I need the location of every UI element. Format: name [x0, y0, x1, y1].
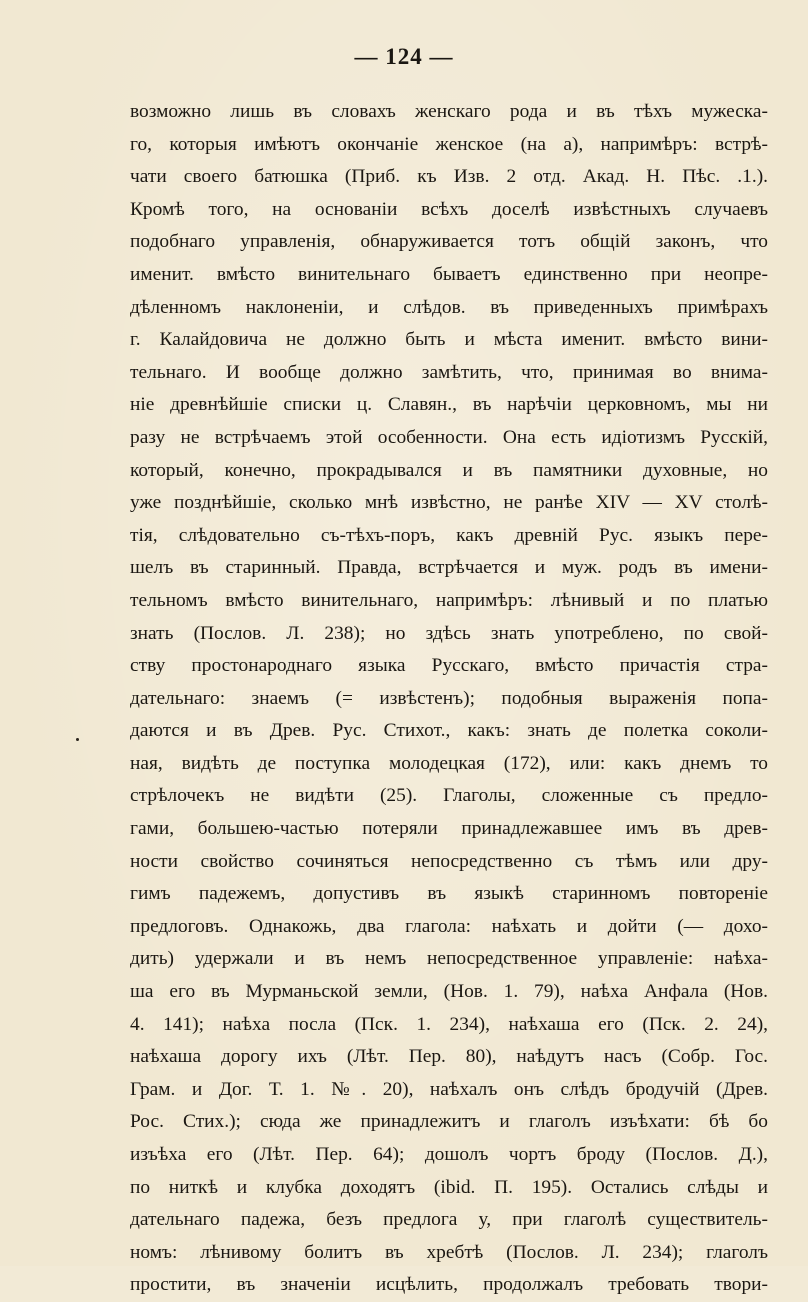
- text-line: дить) удержали и въ немъ непосредственное управленіе: наѣха-: [130, 948, 768, 970]
- text-line: тельномъ вмѣсто винительнаго, напримѣръ: лѣнивый и по платью: [130, 589, 768, 611]
- text-line: подобнаго управленія, обнаруживается тотъ общій законъ, что: [130, 231, 768, 253]
- text-line: предлоговъ. Однакожь, два глагола: наѣхать и дойти (— дохо-: [130, 915, 768, 937]
- text-line: чати своего батюшка (Приб. къ Изв. 2 отд. Акад. Н. Пѣс. .1.).: [130, 166, 768, 188]
- text-line: именит. вмѣсто винительнаго бываетъ единственно при неопре-: [130, 263, 768, 285]
- text-line: ная, видѣть де поступка молодецкая (172), или: какъ днемъ то: [130, 752, 768, 774]
- text-line: 4. 141); наѣха посла (Пск. 1. 234), наѣхаша его (Пск. 2. 24),: [130, 1013, 768, 1035]
- text-line: разу не встрѣчаемъ этой особенности. Она есть идіотизмъ Русскій,: [130, 426, 768, 448]
- page-body-text: [130, 96, 768, 1302]
- text-line: номъ: лѣнивому болитъ въ хребтѣ (Послов. Л. 234); глаголъ: [130, 1241, 768, 1263]
- text-line: простити, въ значеніи исцѣлить, продолжалъ требовать твори-: [130, 1274, 768, 1296]
- text-line: Грам. и Дог. Т. 1. №. 20), наѣхалъ онъ слѣдъ бродучій (Древ.: [130, 1078, 768, 1100]
- text-line: тельнаго. И вообще должно замѣтить, что, принимая во внима-: [130, 361, 768, 383]
- page-number-header: — 124 —: [354, 44, 454, 69]
- text-line: шелъ въ старинный. Правда, встрѣчается и муж. родъ въ имени-: [130, 557, 768, 579]
- text-line: ша его въ Мурманьской земли, (Нов. 1. 79), наѣха Анфала (Нов.: [130, 981, 768, 1003]
- text-line: ніе древнѣйшіе списки ц. Славян., въ нарѣчіи церковномъ, мы ни: [130, 394, 768, 416]
- text-line: который, конечно, прокрадывался и въ памятники духовные, но: [130, 459, 768, 481]
- text-line: по ниткѣ и клубка доходятъ (ibid. П. 195). Остались слѣды и: [130, 1176, 768, 1198]
- text-line: гами, большею-частью потеряли принадлежавшее имъ въ древ-: [130, 818, 768, 840]
- text-line: тія, слѣдовательно съ-тѣхъ-поръ, какъ древній Рус. языкъ пере-: [130, 524, 768, 546]
- text-line: Кромѣ того, на основаніи всѣхъ доселѣ извѣстныхъ случаевъ: [130, 198, 768, 220]
- text-line: даются и въ Древ. Рус. Стихот., какъ: знать де полетка соколи-: [130, 720, 768, 742]
- text-line: дательнаго падежа, безъ предлога у, при глаголѣ существитель-: [130, 1209, 768, 1231]
- text-line: наѣхаша дорогу ихъ (Лѣт. Пер. 80), наѣдутъ насъ (Собр. Гос.: [130, 1046, 768, 1068]
- text-line: знать (Послов. Л. 238); но здѣсь знать употреблено, по свой-: [130, 622, 768, 644]
- text-line: ству простонароднаго языка Русскаго, вмѣсто причастія стра-: [130, 655, 768, 677]
- paper-speck: [76, 738, 79, 741]
- text-line: дѣленномъ наклоненіи, и слѣдов. въ приведенныхъ примѣрахъ: [130, 296, 768, 318]
- text-line: ности свойство сочиняться непосредственно съ тѣмъ или дру-: [130, 850, 768, 872]
- text-line: уже позднѣйшіе, сколько мнѣ извѣстно, не ранѣе XIV — XV столѣ-: [130, 492, 768, 514]
- text-line: г. Калайдовича не должно быть и мѣста именит. вмѣсто вини-: [130, 329, 768, 351]
- text-line: го, которыя имѣютъ окончаніе женское (на а), напримѣръ: встрѣ-: [130, 133, 768, 155]
- text-line: Рос. Стих.); сюда же принадлежитъ и глаголъ изъѣхати: бѣ бо: [130, 1111, 768, 1133]
- text-line: возможно лишь въ словахъ женскаго рода и въ тѣхъ мужеска-: [130, 101, 768, 122]
- text-line: гимъ падежемъ, допустивъ въ языкѣ старинномъ повтореніе: [130, 883, 768, 905]
- text-line: изъѣха его (Лѣт. Пер. 64); дошолъ чортъ броду (Послов. Д.),: [130, 1144, 768, 1165]
- text-line: дательнаго: знаемъ (= извѣстенъ); подобныя выраженія попа-: [130, 687, 768, 709]
- text-line: стрѣлочекъ не видѣти (25). Глаголы, сложенные съ предло-: [130, 785, 768, 807]
